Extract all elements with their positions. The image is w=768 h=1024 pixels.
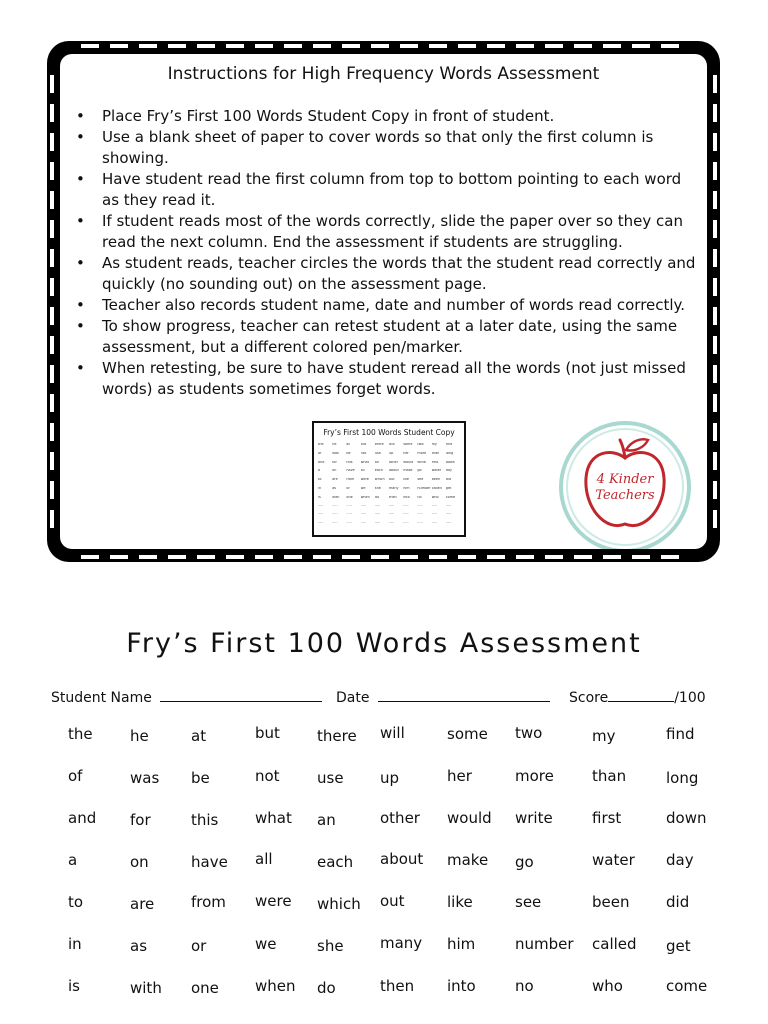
assessment-word: what bbox=[255, 809, 292, 827]
thumbnail-word: he bbox=[332, 443, 337, 446]
student-name-blank[interactable] bbox=[160, 688, 322, 702]
assessment-word: get bbox=[666, 937, 691, 955]
assessment-word: an bbox=[317, 811, 336, 829]
assessment-word: not bbox=[255, 767, 280, 785]
assessment-word: a bbox=[68, 851, 78, 869]
assessment-word: long bbox=[666, 769, 699, 787]
instruction-item: • Use a blank sheet of paper to cover words so that only the first column is showing. bbox=[68, 127, 698, 169]
date-blank[interactable] bbox=[378, 688, 550, 702]
assessment-word: are bbox=[130, 895, 155, 913]
assessment-word: out bbox=[380, 892, 405, 910]
thumbnail-word: ····· bbox=[318, 513, 324, 517]
assessment-word: number bbox=[515, 935, 574, 953]
thumbnail-word: be bbox=[346, 451, 351, 455]
thumbnail-word: ····· bbox=[360, 513, 366, 517]
instruction-item: • Place Fry’s First 100 Words Student Copy in front of student. bbox=[68, 106, 698, 127]
thumbnail-word: ····· bbox=[403, 522, 409, 526]
thumbnail-word: then bbox=[388, 495, 397, 499]
thumbnail-word: for bbox=[332, 460, 337, 464]
assessment-word: she bbox=[317, 937, 344, 955]
thumbnail-word: ····· bbox=[403, 513, 409, 517]
assessment-word: called bbox=[592, 935, 637, 953]
thumbnail-word: my bbox=[431, 443, 437, 446]
thumbnail-word: other bbox=[388, 460, 399, 464]
assessment-word: her bbox=[447, 767, 472, 785]
thumbnail-word: ····· bbox=[431, 513, 437, 517]
score-total: /100 bbox=[674, 690, 706, 706]
thumbnail-word: find bbox=[445, 443, 453, 446]
thumbnail-word: did bbox=[445, 478, 452, 482]
assessment-word: use bbox=[317, 769, 344, 787]
thumbnail-word: were bbox=[360, 478, 369, 482]
instruction-item: • As student reads, teacher circles the words that the student read correctly and quickly (no sounding out) on the assessment page. bbox=[68, 253, 698, 295]
assessment-word: would bbox=[447, 809, 492, 827]
assessment-word: be bbox=[191, 769, 210, 787]
thumbnail-word: out bbox=[388, 478, 395, 482]
logo-line-1: 4 Kinder bbox=[596, 472, 654, 487]
thumbnail-word: first bbox=[431, 460, 439, 464]
frame-dash-bottom bbox=[81, 555, 686, 559]
date-label: Date bbox=[336, 690, 370, 706]
thumbnail-word: ····· bbox=[388, 522, 395, 526]
assessment-word: we bbox=[255, 935, 277, 953]
thumbnail-word: ····· bbox=[388, 513, 395, 517]
thumbnail-word: water bbox=[431, 469, 442, 473]
thumbnail-word: no bbox=[417, 495, 422, 499]
thumbnail-word: ····· bbox=[431, 522, 437, 526]
thumbnail-word: more bbox=[417, 451, 427, 455]
assessment-word: or bbox=[191, 937, 207, 955]
assessment-word: to bbox=[68, 893, 84, 911]
assessment-word: go bbox=[515, 853, 534, 871]
thumbnail-word: up bbox=[388, 451, 394, 455]
thumbnail-word: some bbox=[403, 443, 413, 446]
thumbnail-word: when bbox=[360, 495, 370, 499]
score-label: Score bbox=[569, 690, 609, 706]
score-field[interactable] bbox=[569, 688, 706, 706]
thumbnail-word: like bbox=[403, 478, 409, 482]
thumbnail-word: number bbox=[417, 487, 431, 490]
assessment-word: from bbox=[191, 893, 226, 911]
instruction-item: • Have student read the first column from top to bottom pointing to each word as they read it. bbox=[68, 169, 698, 211]
thumbnail-word: an bbox=[374, 460, 380, 464]
thumbnail-word: ····· bbox=[445, 522, 452, 526]
assessment-word: him bbox=[447, 935, 476, 953]
logo-line-2: Teachers bbox=[595, 488, 655, 503]
thumbnail-word: ····· bbox=[445, 513, 452, 517]
score-blank[interactable] bbox=[608, 688, 674, 702]
thumbnail-word: down bbox=[445, 460, 455, 464]
thumbnail-word: to bbox=[318, 478, 322, 482]
thumbnail-word: not bbox=[360, 451, 367, 455]
student-name-field[interactable] bbox=[51, 688, 322, 706]
thumbnail-word: ····· bbox=[445, 504, 452, 508]
assessment-word: up bbox=[380, 769, 400, 787]
thumbnail-word: ····· bbox=[332, 513, 338, 517]
thumbnail-word: was bbox=[332, 451, 339, 455]
thumbnail-word: two bbox=[417, 443, 424, 446]
thumbnail-word: about bbox=[388, 469, 399, 473]
thumbnail-word: ····· bbox=[346, 522, 352, 526]
assessment-word: first bbox=[592, 809, 622, 827]
assessment-word: like bbox=[447, 893, 473, 911]
assessment-word: no bbox=[515, 977, 534, 995]
thumbnail-word: which bbox=[374, 478, 385, 482]
thumbnail-word: who bbox=[431, 495, 439, 499]
assessment-word: been bbox=[592, 893, 630, 911]
student-copy-thumbnail-title: Fry’s First 100 Words Student Copy bbox=[323, 428, 455, 437]
thumbnail-word: ····· bbox=[360, 522, 366, 526]
assessment-word: come bbox=[666, 977, 708, 995]
assessment-word: find bbox=[666, 725, 695, 743]
assessment-word: as bbox=[130, 937, 148, 955]
assessment-word: make bbox=[447, 851, 489, 869]
thumbnail-word: she bbox=[374, 487, 381, 490]
assessment-word: for bbox=[130, 811, 151, 829]
thumbnail-word: ····· bbox=[318, 522, 324, 526]
assessment-word: when bbox=[255, 977, 296, 995]
thumbnail-word: been bbox=[431, 478, 441, 482]
thumbnail-word: ····· bbox=[431, 504, 437, 508]
thumbnail-word: ····· bbox=[374, 513, 381, 517]
thumbnail-word: ····· bbox=[360, 504, 366, 508]
thumbnail-word: ····· bbox=[374, 504, 381, 508]
thumbnail-word: each bbox=[374, 469, 383, 473]
assessment-word: did bbox=[666, 893, 690, 911]
thumbnail-word: go bbox=[417, 469, 422, 473]
assessment-word: which bbox=[317, 895, 361, 913]
thumbnail-word: ····· bbox=[417, 504, 423, 508]
instruction-item: • If student reads most of the words correctly, slide the paper over so they can read the next column. End the assessment if students are struggling. bbox=[68, 211, 698, 253]
thumbnail-word: see bbox=[417, 478, 424, 482]
assessment-word: but bbox=[255, 724, 280, 742]
assessment-word: one bbox=[191, 979, 219, 997]
assessment-word: other bbox=[380, 809, 420, 827]
assessment-word: at bbox=[191, 727, 207, 745]
assessment-word: into bbox=[447, 977, 476, 995]
thumbnail-word: come bbox=[445, 495, 456, 499]
instructions-panel bbox=[60, 54, 707, 549]
thumbnail-word: ····· bbox=[417, 522, 423, 526]
assessment-word: than bbox=[592, 767, 627, 785]
student-copy-thumbnail bbox=[312, 421, 466, 537]
thumbnail-word: day bbox=[445, 469, 453, 473]
student-copy-thumbnail-grid bbox=[318, 443, 460, 531]
thumbnail-word: have bbox=[346, 469, 355, 473]
assessment-word: day bbox=[666, 851, 694, 869]
instructions-title: Instructions for High Frequency Words Assessment bbox=[167, 64, 600, 84]
assessment-word: water bbox=[592, 851, 635, 869]
assessment-word: see bbox=[515, 893, 542, 911]
thumbnail-word: called bbox=[431, 487, 442, 490]
instructions-list bbox=[68, 106, 698, 400]
thumbnail-word: are bbox=[332, 478, 338, 482]
thumbnail-word: but bbox=[360, 443, 367, 446]
thumbnail-word: and bbox=[318, 460, 325, 464]
thumbnail-word: write bbox=[417, 460, 426, 464]
instruction-item: • When retesting, be sure to have student reread all the words (not just missed words) as students sometimes forget words. bbox=[68, 358, 698, 400]
instruction-item: • To show progress, teacher can retest student at a later date, using the same assessment, but a different colored pen/marker. bbox=[68, 316, 698, 358]
thumbnail-word: ····· bbox=[332, 522, 338, 526]
thumbnail-word: use bbox=[374, 451, 381, 455]
thumbnail-word: ····· bbox=[346, 513, 352, 517]
assessment-word: in bbox=[68, 935, 82, 953]
logo-text bbox=[558, 472, 692, 504]
thumbnail-word: long bbox=[445, 451, 454, 455]
assessment-word: have bbox=[191, 853, 228, 871]
frame-dash-top bbox=[81, 44, 686, 48]
thumbnail-word: would bbox=[403, 460, 414, 464]
assessment-word: do bbox=[317, 979, 336, 997]
assessment-word: my bbox=[592, 727, 616, 745]
instructions-frame bbox=[47, 41, 720, 562]
frame-dash-right bbox=[713, 75, 717, 528]
thumbnail-word: at bbox=[346, 443, 350, 446]
kinder-teachers-logo bbox=[558, 420, 692, 549]
thumbnail-word: ····· bbox=[403, 504, 409, 508]
assessment-word: all bbox=[255, 850, 273, 868]
thumbnail-word: him bbox=[403, 487, 410, 490]
assessment-word: and bbox=[68, 809, 97, 827]
assessment-word: down bbox=[666, 809, 707, 827]
student-name-label: Student Name bbox=[51, 690, 152, 706]
thumbnail-word: on bbox=[332, 469, 337, 473]
assessment-word: with bbox=[130, 979, 162, 997]
assessment-word: many bbox=[380, 934, 423, 952]
thumbnail-word: ····· bbox=[318, 504, 324, 508]
assessment-word: this bbox=[191, 811, 219, 829]
thumbnail-word: ····· bbox=[346, 504, 352, 508]
instruction-item: • Teacher also records student name, date and number of words read correctly. bbox=[68, 295, 698, 316]
thumbnail-word: ····· bbox=[374, 522, 381, 526]
thumbnail-word: in bbox=[318, 487, 322, 490]
thumbnail-word: all bbox=[360, 469, 365, 473]
thumbnail-word: there bbox=[374, 443, 384, 446]
thumbnail-word: ····· bbox=[417, 513, 423, 517]
thumbnail-word: the bbox=[318, 443, 324, 446]
assessment-word: he bbox=[130, 727, 149, 745]
thumbnail-word: ····· bbox=[388, 504, 395, 508]
frame-dash-left bbox=[50, 75, 54, 528]
assessment-word: was bbox=[130, 769, 160, 787]
assessment-word: each bbox=[317, 853, 354, 871]
thumbnail-word: will bbox=[388, 443, 395, 446]
assessment-title: Fry’s First 100 Words Assessment bbox=[126, 628, 642, 659]
thumbnail-word: with bbox=[332, 495, 340, 499]
thumbnail-word: than bbox=[431, 451, 440, 455]
thumbnail-word: many bbox=[388, 487, 399, 490]
assessment-word: of bbox=[68, 767, 83, 785]
assessment-word: more bbox=[515, 767, 554, 785]
assessment-word: two bbox=[515, 724, 543, 742]
thumbnail-word: of bbox=[318, 451, 322, 455]
assessment-word: will bbox=[380, 724, 405, 742]
assessment-word: were bbox=[255, 892, 292, 910]
thumbnail-word: a bbox=[318, 469, 321, 473]
assessment-word: then bbox=[380, 977, 415, 995]
thumbnail-word: into bbox=[403, 495, 410, 499]
thumbnail-word: or bbox=[346, 487, 350, 490]
thumbnail-word: from bbox=[346, 478, 355, 482]
assessment-word: is bbox=[68, 977, 80, 995]
thumbnail-word: one bbox=[346, 495, 353, 499]
assessment-word: some bbox=[447, 725, 488, 743]
assessment-word: write bbox=[515, 809, 553, 827]
assessment-word: who bbox=[592, 977, 623, 995]
thumbnail-word: what bbox=[360, 460, 369, 464]
thumbnail-word: get bbox=[445, 487, 452, 490]
assessment-word: the bbox=[68, 725, 93, 743]
assessment-word: there bbox=[317, 727, 357, 745]
assessment-word: about bbox=[380, 850, 424, 868]
thumbnail-word: ····· bbox=[332, 504, 338, 508]
thumbnail-word: as bbox=[332, 487, 337, 490]
thumbnail-word: make bbox=[403, 469, 413, 473]
thumbnail-word: this bbox=[346, 460, 353, 464]
thumbnail-word: we bbox=[360, 487, 366, 490]
thumbnail-word: do bbox=[374, 495, 380, 499]
thumbnail-word: her bbox=[403, 451, 409, 455]
thumbnail-word: is bbox=[318, 495, 321, 499]
assessment-word: on bbox=[130, 853, 149, 871]
date-field[interactable] bbox=[336, 688, 550, 706]
